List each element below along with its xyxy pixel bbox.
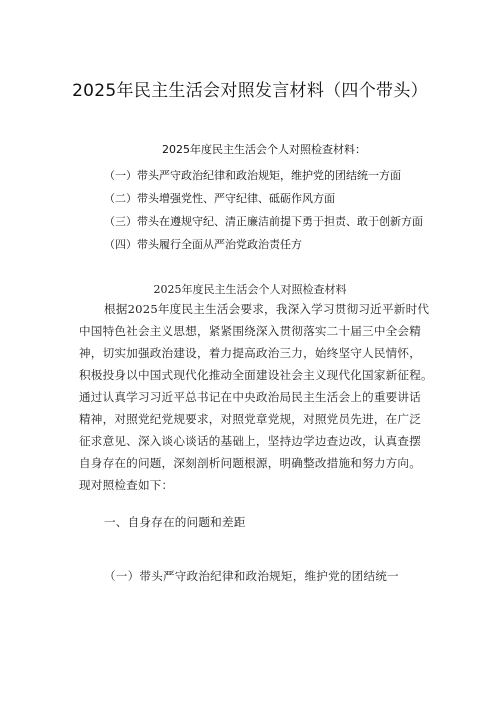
toc-item-3: （三）带头在遵规守纪、清正廉洁前提下勇于担责、敢于创新方面 — [104, 215, 423, 228]
section-heading: 一、自身存在的问题和差距 — [104, 515, 246, 529]
body-line: 精神，对照党纪党规要求，对照党章党规，对照党员先进，在广泛 — [79, 412, 422, 426]
table-of-contents — [0, 142, 500, 251]
body-line: 征求意见、深入谈心谈话的基础上，坚持边学边查边改，认真查摆 — [79, 434, 422, 448]
body-line: 自身存在的问题，深刻剖析问题根源，明确整改措施和努力方向。 — [79, 456, 422, 470]
section-item: （一）带头严守政治纪律和政治规矩，维护党的团结统一 — [104, 569, 399, 583]
document-title: 2025年民主生活会对照发言材料（四个带头） — [72, 81, 428, 101]
body-line: 通过认真学习习近平总书记在中央政治局民主生活会上的重要讲话 — [79, 390, 422, 404]
body-line: 中国特色社会主义思想，紧紧围绕深入贯彻落实二十届三中全会精 — [79, 324, 422, 338]
body-line: 积极投身以中国式现代化推动全面建设社会主义现代化国家新征程。 — [79, 368, 433, 382]
toc-item-1: （一）带头严守政治纪律和政治规矩，维护党的团结统一方面 — [104, 169, 401, 182]
body-line: 神，切实加强政治建设，着力提高政治三力，始终坚守人民情怀， — [79, 346, 422, 360]
section-subheading: 2025年度民主生活会个人对照检查材料 — [153, 283, 347, 296]
body-line: 根据2025年度民主生活会要求，我深入学习贯彻习近平新时代 — [104, 302, 430, 316]
toc-item-4: （四）带头履行全面从严治党政治责任方 — [104, 238, 302, 251]
toc-item-2: （二）带头增强党性、严守纪律、砥砺作风方面 — [104, 192, 335, 205]
toc-heading: 2025年度民主生活会个人对照检查材料： — [162, 143, 366, 156]
body-line: 现对照检查如下： — [79, 478, 174, 492]
